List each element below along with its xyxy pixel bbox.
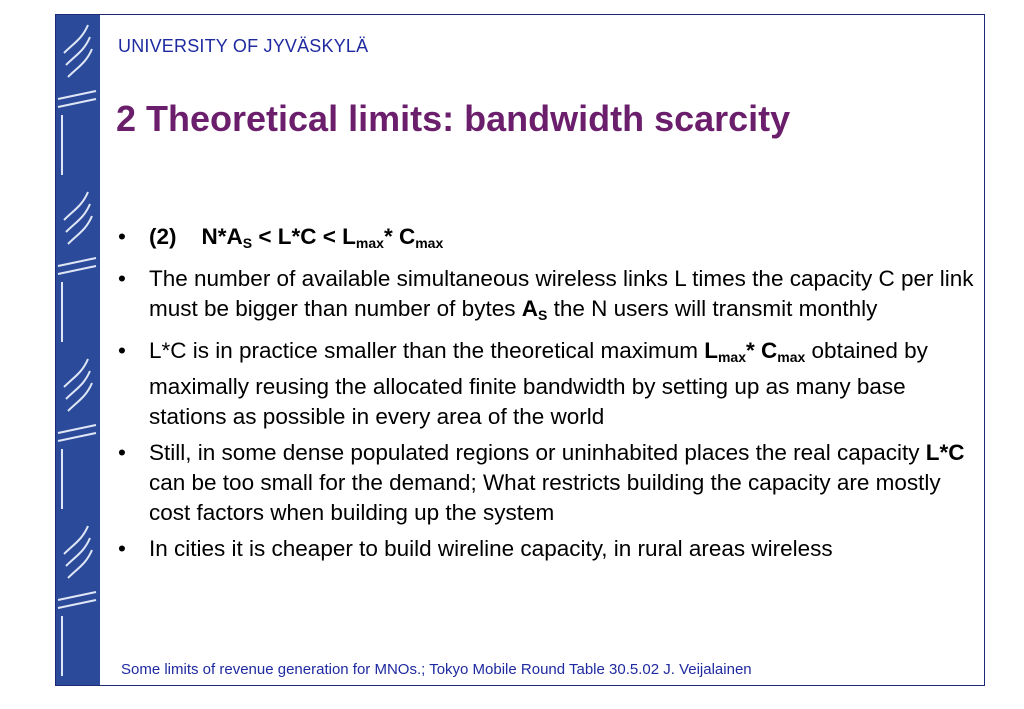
- bullet-marker: •: [118, 338, 126, 363]
- bullet-links-capacity: [116, 264, 976, 330]
- bullet-list: [116, 222, 976, 570]
- formula-subscript: max: [415, 235, 444, 251]
- formula-subscript: max: [355, 235, 384, 251]
- bullet-subscript: max: [777, 349, 806, 365]
- bullet-cities: [116, 534, 976, 564]
- bullet-text: Still, in some dense populated regions or uninhabited places the real capacity: [149, 440, 926, 465]
- slide-footer: Some limits of revenue generation for MNOs.; Tokyo Mobile Round Table 30.5.02 J. Veijalainen: [121, 661, 752, 678]
- bullet-text: The number of available simultaneous wireless links L times the capacity C per link must be bigger than number of bytes: [149, 266, 974, 321]
- bullet-marker: •: [118, 224, 126, 249]
- bullet-marker: •: [118, 266, 126, 291]
- bullet-marker: •: [118, 536, 126, 561]
- university-emblem-icon: [56, 15, 100, 685]
- bullet-marker: •: [118, 440, 126, 465]
- sidebar-emblem-strip: [56, 15, 100, 685]
- bullet-subscript: max: [717, 349, 746, 365]
- bullet-subscript: S: [537, 307, 548, 323]
- bullet-bold: L: [704, 338, 718, 363]
- slide: [55, 14, 985, 686]
- formula-number: (2): [149, 224, 177, 249]
- bullet-text: L*C is in practice smaller than the theoretical maximum: [149, 338, 705, 363]
- slide-title: 2 Theoretical limits: bandwidth scarcity: [116, 98, 791, 139]
- formula-text: N*A: [201, 224, 243, 249]
- bullet-bold: A: [521, 296, 538, 321]
- bullet-theoretical-max: [116, 336, 976, 432]
- bullet-text: the N users will transmit monthly: [547, 296, 878, 321]
- bullet-formula: [116, 222, 976, 258]
- bullet-bold: * C: [746, 338, 778, 363]
- bullet-bold: L*C: [925, 440, 965, 465]
- bullet-text: can be too small for the demand; What restricts building the capacity are mostly cost factors when building up the system: [149, 470, 941, 525]
- formula-text: * C: [383, 224, 416, 249]
- university-name: UNIVERSITY OF JYVÄSKYLÄ: [118, 36, 369, 56]
- bullet-text: In cities it is cheaper to build wireline capacity, in rural areas wireless: [149, 536, 833, 561]
- formula-subscript: S: [242, 235, 253, 251]
- formula-text: < L*C < L: [252, 224, 356, 249]
- bullet-dense-regions: [116, 438, 976, 528]
- bullet-text: obtained by maximally reusing the allocated finite bandwidth by setting up as many base stations as possible in every area of the world: [149, 338, 928, 429]
